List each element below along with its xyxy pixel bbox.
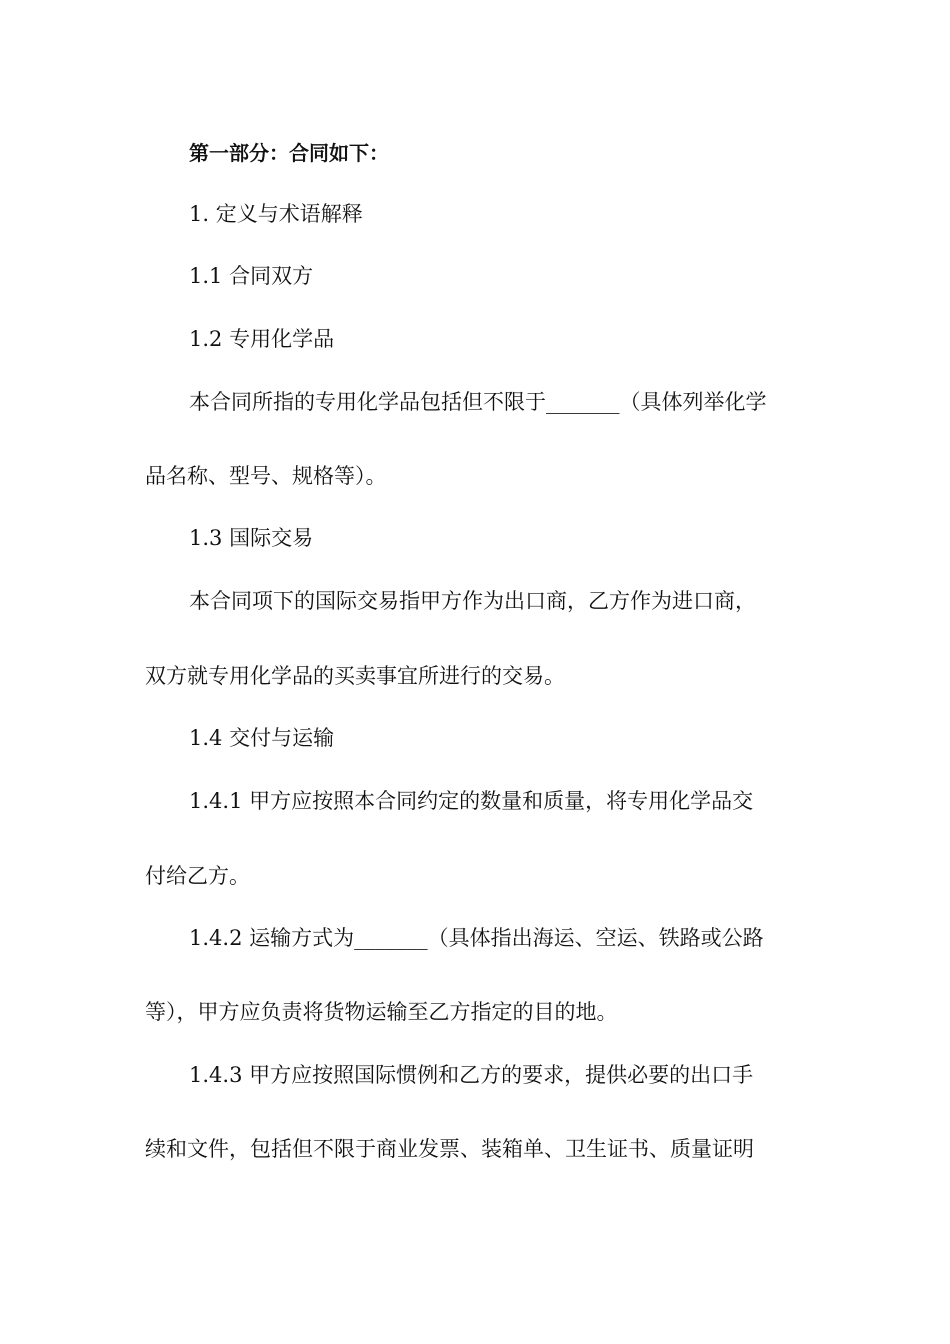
clause-1-4-title: 1.4 交付与运输 bbox=[189, 726, 335, 750]
clause-1-1-title: 1.1 合同双方 bbox=[189, 264, 314, 288]
paragraph-line: 本合同所指的专用化学品包括但不限于_______（具体列举化学 bbox=[189, 390, 767, 414]
paragraph-line: 本合同项下的国际交易指甲方作为出口商，乙方作为进口商， bbox=[189, 589, 756, 613]
paragraph-line: 等），甲方应负责将货物运输至乙方指定的目的地。 bbox=[145, 1000, 618, 1024]
paragraph-line: 续和文件，包括但不限于商业发票、装箱单、卫生证书、质量证明 bbox=[145, 1137, 754, 1161]
clause-1-3-title: 1.3 国际交易 bbox=[189, 526, 314, 550]
paragraph-line: 1.4.3 甲方应按照国际惯例和乙方的要求，提供必要的出口手 bbox=[189, 1063, 754, 1087]
section-heading: 第一部分：合同如下： bbox=[189, 141, 389, 165]
paragraph-line: 品名称、型号、规格等）。 bbox=[145, 464, 387, 488]
paragraph-line: 付给乙方。 bbox=[145, 864, 250, 888]
paragraph-line: 1.4.1 甲方应按照本合同约定的数量和质量，将专用化学品交 bbox=[189, 789, 754, 813]
paragraph-line: 双方就专用化学品的买卖事宜所进行的交易。 bbox=[145, 664, 565, 688]
clause-1-2-title: 1.2 专用化学品 bbox=[189, 327, 335, 351]
paragraph-line: 1.4.2 运输方式为_______（具体指出海运、空运、铁路或公路 bbox=[189, 926, 764, 950]
clause-1-title: 1. 定义与术语解释 bbox=[189, 202, 363, 226]
